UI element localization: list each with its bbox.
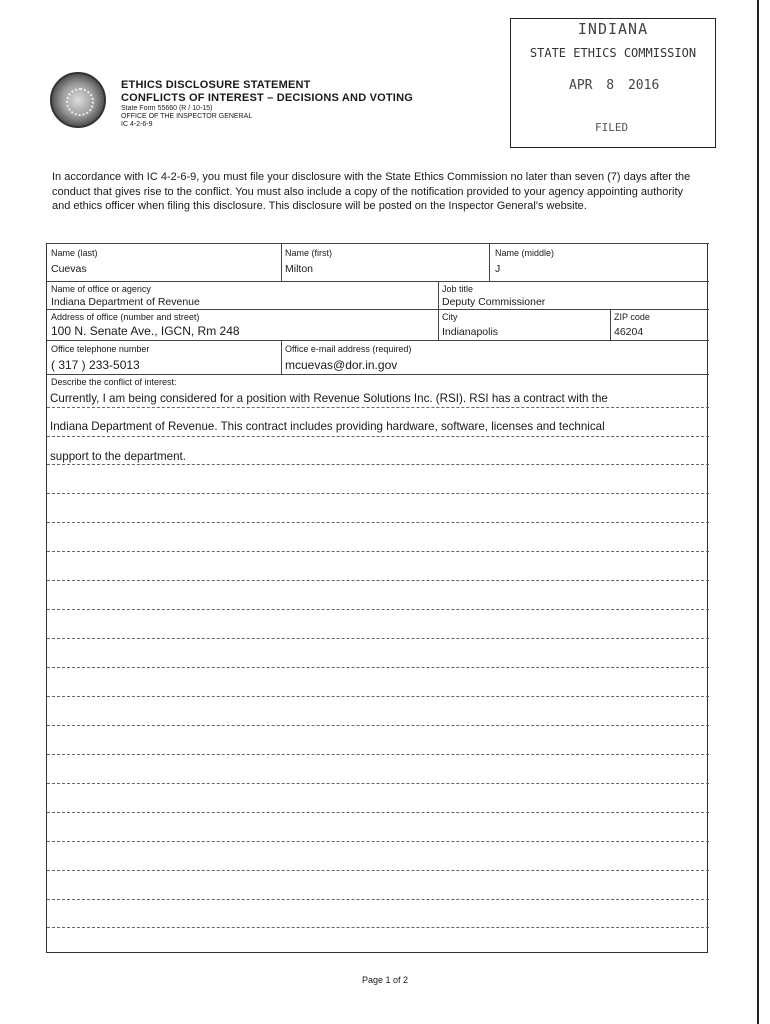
conflict-line-2[interactable]: Indiana Department of Revenue. This contract includes providing hardware, software, licenses and technical bbox=[50, 420, 605, 433]
blank-line[interactable] bbox=[47, 870, 709, 871]
phone-label: Office telephone number bbox=[51, 344, 150, 354]
conflict-label: Describe the conflict of interest: bbox=[51, 377, 177, 387]
blank-line[interactable] bbox=[47, 522, 709, 523]
last-name-field[interactable]: Cuevas bbox=[51, 263, 87, 275]
zip-field[interactable]: 46204 bbox=[614, 326, 644, 338]
city-field[interactable]: Indianapolis bbox=[442, 326, 499, 338]
stamp-date: APR 8 2016 bbox=[569, 78, 660, 93]
address-label: Address of office (number and street) bbox=[51, 312, 200, 322]
last-name-label: Name (last) bbox=[51, 248, 98, 258]
scan-edge bbox=[757, 0, 759, 1024]
blank-line[interactable] bbox=[47, 899, 709, 900]
blank-line[interactable] bbox=[47, 812, 709, 813]
blank-line[interactable] bbox=[47, 580, 709, 581]
filed-stamp bbox=[510, 18, 716, 148]
middle-name-field[interactable]: J bbox=[495, 263, 501, 275]
city-label: City bbox=[442, 312, 458, 322]
statute-ref: IC 4-2-6-9 bbox=[121, 121, 153, 128]
email-label: Office e-mail address (required) bbox=[285, 344, 412, 354]
blank-line[interactable] bbox=[47, 667, 709, 668]
agency-label: Name of office or agency bbox=[51, 284, 151, 294]
blank-line[interactable] bbox=[47, 493, 709, 494]
middle-name-label: Name (middle) bbox=[495, 248, 555, 258]
phone-field[interactable]: ( 317 ) 233-5013 bbox=[51, 358, 140, 372]
job-title-label: Job title bbox=[442, 284, 474, 294]
blank-line[interactable] bbox=[47, 696, 709, 697]
conflict-line-1[interactable]: Currently, I am being considered for a position with Revenue Solutions Inc. (RSI). RSI has a contract with the bbox=[50, 392, 608, 405]
stamp-status: FILED bbox=[595, 121, 629, 134]
conflict-line-3[interactable]: support to the department. bbox=[50, 450, 186, 463]
form-number: State Form 55660 (R / 10-15) bbox=[121, 105, 213, 112]
agency-field[interactable]: Indiana Department of Revenue bbox=[51, 296, 200, 308]
form-subtitle: CONFLICTS OF INTEREST – DECISIONS AND VOTING bbox=[121, 92, 413, 104]
zip-label: ZIP code bbox=[614, 312, 650, 322]
blank-line[interactable] bbox=[47, 754, 709, 755]
issuing-office: OFFICE OF THE INSPECTOR GENERAL bbox=[121, 113, 253, 120]
first-name-label: Name (first) bbox=[285, 248, 332, 258]
blank-line[interactable] bbox=[47, 609, 709, 610]
blank-line[interactable] bbox=[47, 927, 709, 928]
address-field[interactable]: 100 N. Senate Ave., IGCN, Rm 248 bbox=[51, 324, 240, 338]
email-field[interactable]: mcuevas@dor.in.gov bbox=[285, 358, 398, 372]
stamp-commission: STATE ETHICS COMMISSION bbox=[529, 46, 697, 60]
instructions-text: In accordance with IC 4-2-6-9, you must file your disclosure with the State Ethics Commission no later than seven (7) days after the conduct that gives rise to the conflict. You must also include a copy of the notification provided to your agency appointing authority and ethics officer when filing this disclosure. This disclosure will be posted on the Inspector General's website. bbox=[52, 171, 691, 213]
state-seal-icon bbox=[50, 72, 106, 128]
blank-line[interactable] bbox=[47, 783, 709, 784]
blank-line[interactable] bbox=[47, 551, 709, 552]
form-header bbox=[121, 79, 413, 129]
blank-line[interactable] bbox=[47, 725, 709, 726]
stamp-state: INDIANA bbox=[577, 20, 649, 38]
blank-line[interactable] bbox=[47, 638, 709, 639]
blank-line[interactable] bbox=[47, 841, 709, 842]
form-title: ETHICS DISCLOSURE STATEMENT bbox=[121, 79, 311, 91]
job-title-field[interactable]: Deputy Commissioner bbox=[442, 296, 546, 308]
first-name-field[interactable]: Milton bbox=[285, 263, 314, 275]
disclosure-form bbox=[46, 243, 708, 953]
page-number: Page 1 of 2 bbox=[361, 975, 409, 985]
